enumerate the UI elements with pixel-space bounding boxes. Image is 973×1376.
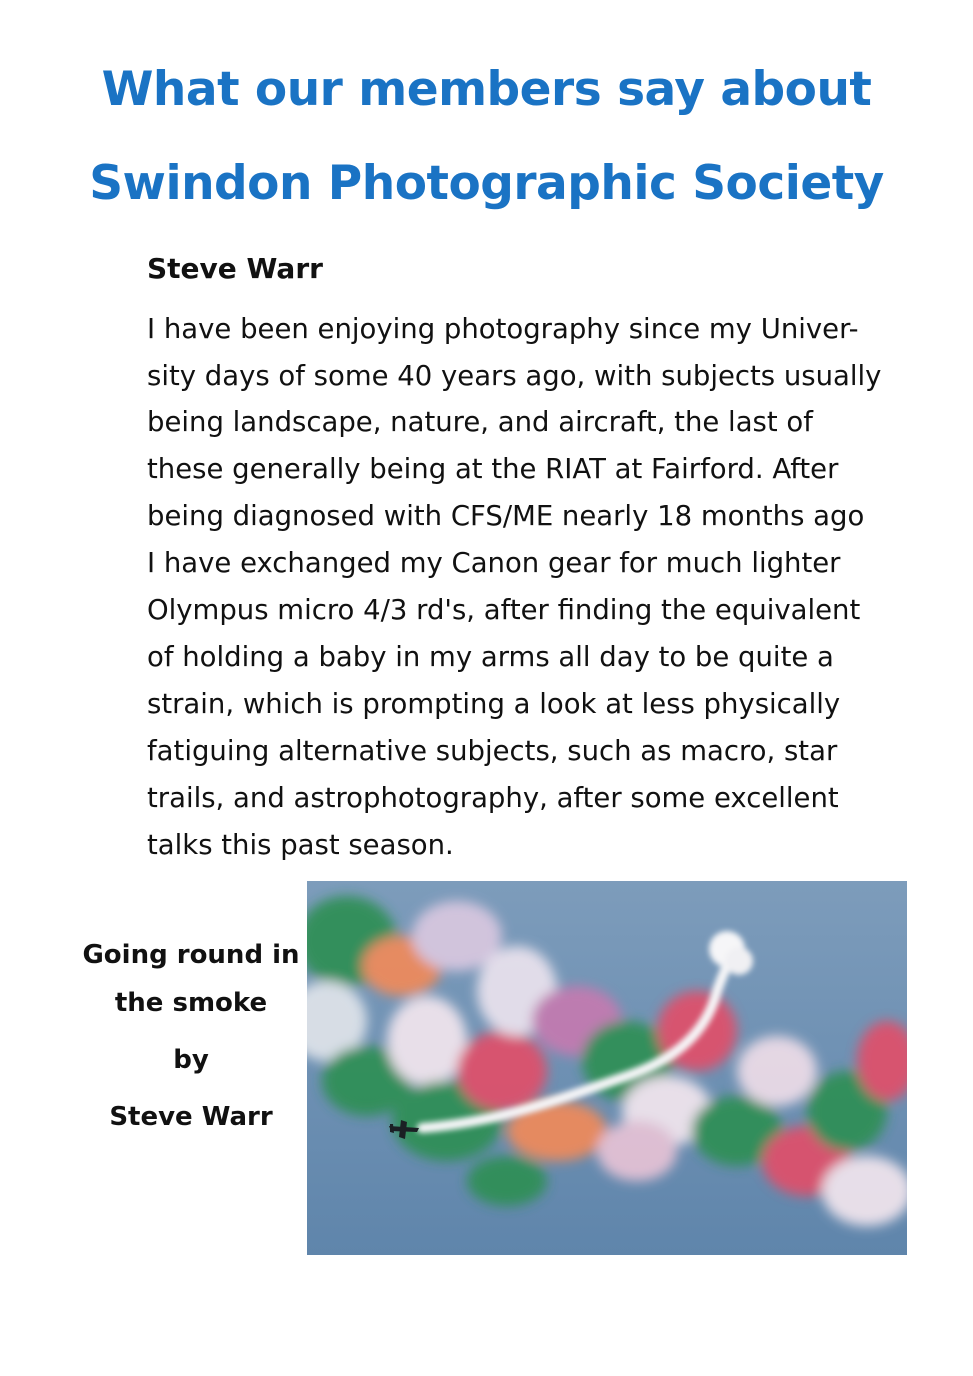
page-title-line-1: What our members say about: [101, 62, 872, 117]
testimonial-line: of holding a baby in my arms all day to be quite a: [147, 641, 834, 673]
photo-caption-title-line-1: Going round in: [82, 940, 300, 970]
photo-caption-by: by: [173, 1045, 209, 1075]
testimonial-line: talks this past season.: [147, 829, 454, 861]
testimonial-line: fatiguing alternative subjects, such as macro, star: [147, 735, 838, 767]
testimonial-line: being landscape, nature, and aircraft, the last of: [147, 406, 813, 438]
testimonial-line: strain, which is prompting a look at less physically: [147, 688, 841, 720]
aircraft-smoke-photo: [307, 881, 907, 1255]
testimonial-line: Olympus micro 4/3 rd's, after finding the equivalent: [147, 594, 861, 626]
testimonial-line: sity days of some 40 years ago, with subjects usually: [147, 360, 882, 392]
photo-caption-author: Steve Warr: [109, 1102, 273, 1132]
page-title-line-2: Swindon Photographic Society: [89, 156, 884, 211]
testimonial-line: I have exchanged my Canon gear for much lighter: [147, 547, 841, 579]
testimonial-line: being diagnosed with CFS/ME nearly 18 months ago: [147, 500, 865, 532]
testimonial-line: trails, and astrophotography, after some excellent: [147, 782, 839, 814]
testimonial-line: I have been enjoying photography since my Univer-: [147, 313, 859, 345]
testimonial-line: these generally being at the RIAT at Fairford. After: [147, 453, 839, 485]
author-name: Steve Warr: [147, 252, 323, 285]
photo-caption-title-line-2: the smoke: [114, 988, 268, 1018]
